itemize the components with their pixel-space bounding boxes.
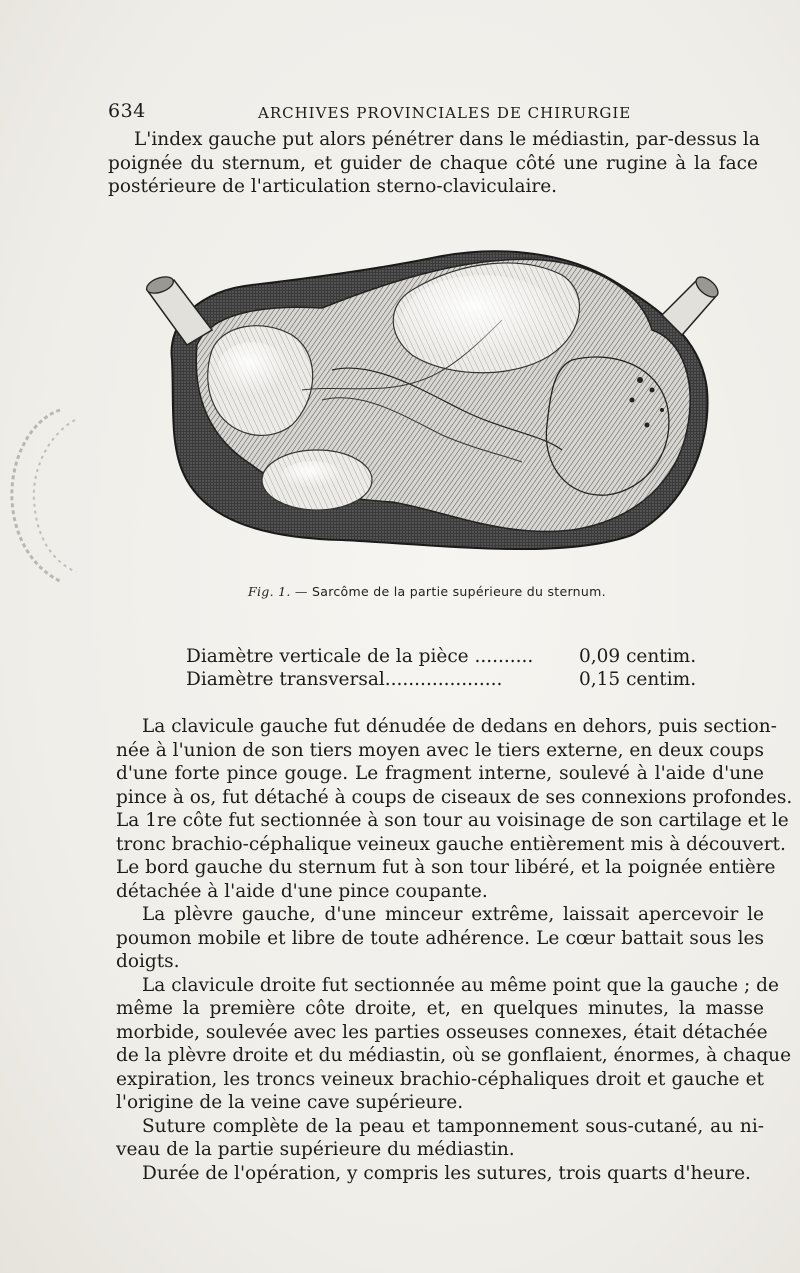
body-line: détachée à l'aide d'une pince coupante. [116,880,488,902]
body-line: même la première côte droite, et, en quelques minutes, la masse [116,998,764,1019]
intro-paragraph [108,128,758,199]
body-line: morbide, soulevée avec les parties osseuses connexes, était détachée [116,1021,768,1043]
page-number: 634 [108,100,146,122]
body-line: doigts. [116,951,180,972]
measurement-value: 0,09 centim. [579,646,697,667]
intro-line: poignée du sternum, et guider de chaque côté une rugine à la face [108,152,758,174]
body-line: Suture complète de la peau et tamponnement sous-cutané, au ni- [142,1115,764,1137]
measurement-label: Diamètre transversal.................... [186,669,503,690]
measurement-row [186,668,697,691]
measurement-row [186,645,697,668]
measurement-label: Diamètre verticale de la pièce .......... [186,646,534,667]
body-line: d'une forte pince gouge. Le fragment interne, soulevé à l'aide d'une [116,763,764,784]
body-line: expiration, les troncs veineux brachio-céphaliques droit et gauche et [116,1068,764,1090]
body-line: née à l'union de son tiers moyen avec le tiers externe, en deux coups [116,739,764,761]
body-line: Le bord gauche du sternum fut à son tour libéré, et la poignée entière [116,857,776,878]
body-line: pince à os, fut détaché à coups de ciseaux de ses connexions profondes. [116,786,793,808]
running-title: ARCHIVES PROVINCIALES DE CHIRURGIE [258,104,632,122]
body-line: Durée de l'opération, y compris les sutures, trois quarts d'heure. [142,1162,751,1184]
intro-line: postérieure de l'articulation sterno-claviculaire. [108,176,558,197]
body-line: l'origine de la veine cave supérieure. [116,1092,464,1113]
body-line: veau de la partie supérieure du médiastin. [116,1139,515,1160]
body-line: de la plèvre droite et du médiastin, où se gonflaient, énormes, à chaque [116,1045,792,1066]
body-line: La clavicule gauche fut dénudée de dedans en dehors, puis section- [142,716,777,737]
library-stamp-mark [0,400,90,590]
body-line: La 1re côte fut sectionnée à son tour au voisinage de son cartilage et le [116,810,789,831]
sarcoma-specimen-illustration [142,240,737,575]
body-text [116,715,793,1185]
figure-caption [248,584,606,599]
body-line: La clavicule droite fut sectionnée au même point que la gauche ; de [142,974,779,996]
measurement-table [186,645,697,691]
figure-label: Fig. 1. — [248,584,308,599]
intro-line: L'index gauche put alors pénétrer dans le médiastin, par-dessus la [134,129,760,150]
body-line: La plèvre gauche, d'une minceur extrême, laissait apercevoir le [142,904,764,925]
body-line: poumon mobile et libre de toute adhérence. Le cœur battait sous les [116,927,764,949]
body-line: tronc brachio-céphalique veineux gauche entièrement mis à découvert. [116,833,786,855]
figure-caption-text: Sarcôme de la partie supérieure du sternum. [312,584,606,599]
measurement-value: 0,15 centim. [579,669,697,690]
